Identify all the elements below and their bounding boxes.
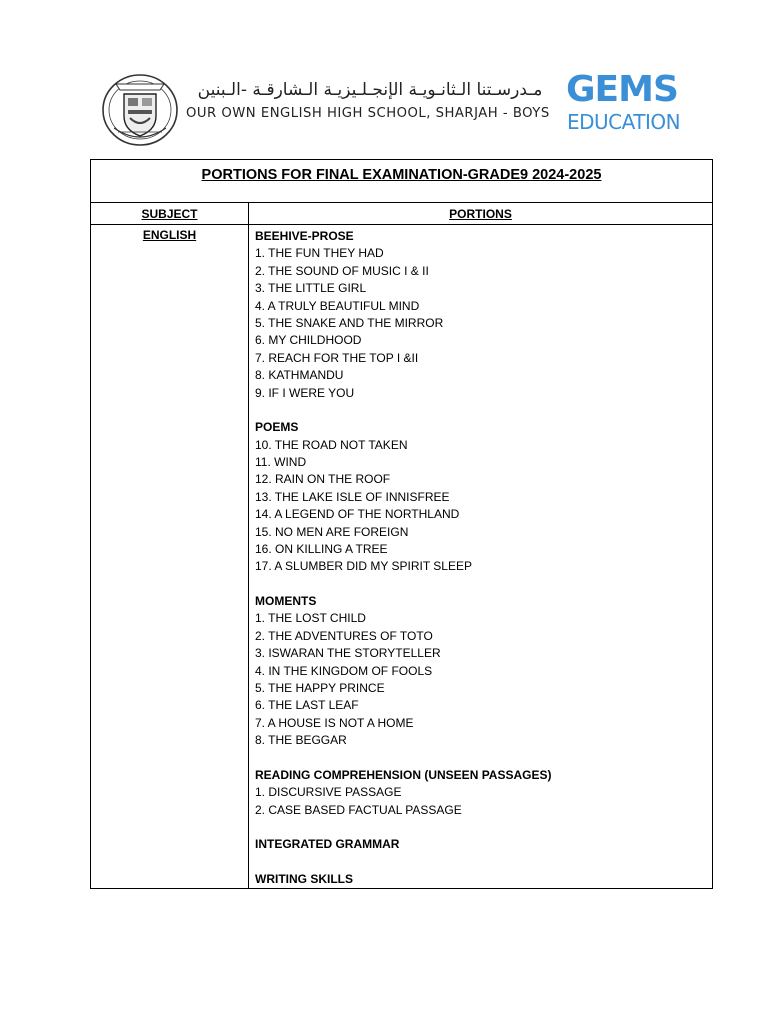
list-item: 13. THE LAKE ISLE OF INNISFREE	[255, 489, 450, 504]
portions-table	[90, 159, 713, 889]
list-item: 5. THE HAPPY PRINCE	[255, 681, 385, 696]
brand-name: GEMS	[566, 69, 678, 110]
list-item: 3. ISWARAN THE STORYTELLER	[255, 646, 441, 661]
gems-education-logo	[566, 69, 681, 140]
list-item: 15. NO MEN ARE FOREIGN	[255, 524, 409, 539]
portion-section	[255, 228, 706, 402]
subject-cell	[91, 225, 249, 889]
list-item: 11. WIND	[255, 454, 307, 469]
school-name-arabic: مـدرسـتنا الـثانـويـة الإنجـلـيزيـة الـشارقـة -الـبنين	[197, 80, 543, 100]
section-heading: MOMENTS	[255, 594, 317, 609]
list-item: 6. MY CHILDHOOD	[255, 333, 362, 348]
list-item: 1. THE LOST CHILD	[255, 611, 366, 626]
list-item: 7. A HOUSE IS NOT A HOME	[255, 715, 414, 730]
section-heading: READING COMPREHENSION (UNSEEN PASSAGES)	[255, 767, 552, 782]
list-item: 4. IN THE KINGDOM OF FOOLS	[255, 663, 433, 678]
list-item: 9. IF I WERE YOU	[255, 385, 355, 400]
letterhead	[96, 66, 681, 146]
portions-list	[255, 228, 706, 888]
title-row	[91, 160, 713, 203]
list-item: 8. KATHMANDU	[255, 368, 344, 383]
list-item: 7. REACH FOR THE TOP I &II	[255, 350, 419, 365]
portion-section	[255, 767, 706, 819]
portions-cell	[249, 225, 713, 889]
school-crest-icon	[100, 70, 180, 150]
portion-section	[255, 836, 706, 853]
portion-section	[255, 419, 706, 576]
list-item: 2. THE SOUND OF MUSIC I & II	[255, 263, 429, 278]
school-name-english: OUR OWN ENGLISH HIGH SCHOOL, SHARJAH - BOYS	[186, 106, 550, 121]
section-heading: WRITING SKILLS	[255, 871, 353, 886]
portions-column-header: PORTIONS	[249, 203, 713, 225]
section-heading: BEEHIVE-PROSE	[255, 229, 354, 243]
portion-section	[255, 593, 706, 750]
list-item: 6. THE LAST LEAF	[255, 698, 359, 713]
list-item: 2. THE ADVENTURES OF TOTO	[255, 628, 433, 643]
list-item: 17. A SLUMBER DID MY SPIRIT SLEEP	[255, 559, 472, 574]
header-row	[91, 203, 713, 225]
section-heading: POEMS	[255, 420, 299, 435]
table-row	[91, 225, 713, 889]
list-item: 4. A TRULY BEAUTIFUL MIND	[255, 298, 420, 313]
subject-column-header: SUBJECT	[91, 203, 249, 225]
list-item: 1. DISCURSIVE PASSAGE	[255, 785, 402, 800]
list-item: 3. THE LITTLE GIRL	[255, 281, 367, 296]
section-heading: INTEGRATED GRAMMAR	[255, 837, 400, 852]
list-item: 8. THE BEGGAR	[255, 733, 347, 748]
table-title: PORTIONS FOR FINAL EXAMINATION-GRADE9 2024-2025	[201, 167, 602, 183]
list-item: 12. RAIN ON THE ROOF	[255, 472, 391, 487]
list-item: 16. ON KILLING A TREE	[255, 541, 388, 556]
list-item: 1. THE FUN THEY HAD	[255, 246, 384, 261]
list-item: 5. THE SNAKE AND THE MIRROR	[255, 315, 444, 330]
table-title-cell	[91, 160, 713, 203]
subject-name: ENGLISH	[142, 228, 197, 242]
brand-subtitle: EDUCATION	[567, 110, 681, 134]
list-item: 2. CASE BASED FACTUAL PASSAGE	[255, 802, 462, 817]
list-item: 14. A LEGEND OF THE NORTHLAND	[255, 507, 460, 522]
list-item: 10. THE ROAD NOT TAKEN	[255, 437, 408, 452]
portion-section	[255, 871, 706, 888]
